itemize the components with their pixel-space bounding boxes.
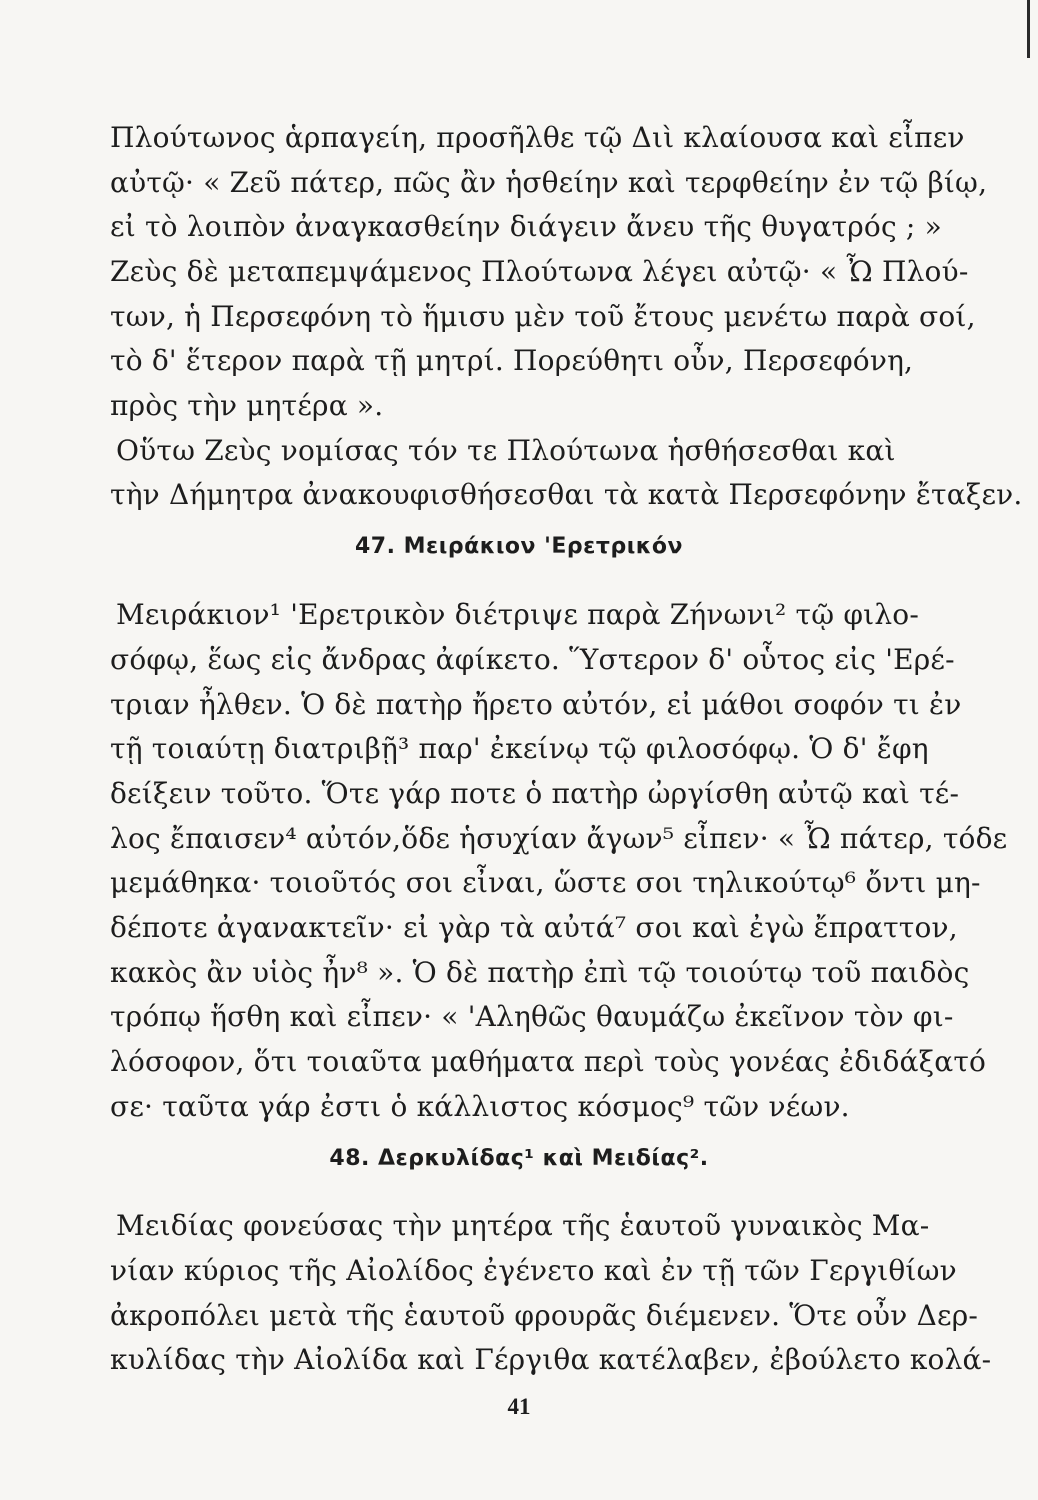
edge-mark	[1027, 0, 1030, 58]
text-line: κυλίδας τὴν Αἰολίδα καὶ Γέργιθα κατέλαβεν, ἐβούλετο κολά-	[110, 1343, 992, 1376]
text-line: σόφῳ, ἕως εἰς ἄνδρας ἀφίκετο. Ὕστερον δ' οὗτος εἰς 'Ερέ-	[110, 643, 955, 676]
text-line: των, ἡ Περσεφόνη τὸ ἥμισυ μὲν τοῦ ἔτους μενέτω παρὰ σοί,	[110, 300, 976, 333]
text-line: τὴν Δήμητρα ἀνακουφισθήσεσθαι τὰ κατὰ Περσεφόνην ἔταξεν.	[110, 478, 1023, 511]
text-line: δείξειν τοῦτο. Ὅτε γάρ ποτε ὁ πατὴρ ὠργίσθη αὐτῷ καὶ τέ-	[110, 777, 960, 810]
text-line: Ζεὺς δὲ μεταπεμψάμενος Πλούτωνα λέγει αὐτῷ· « Ὦ Πλού-	[110, 255, 969, 288]
section-heading-48: 48. Δερκυλίδας¹ καὶ Μειδίας².	[329, 1146, 709, 1171]
text-line: νίαν κύριος τῆς Αἰολίδος ἐγένετο καὶ ἐν τῇ τῶν Γεργιθίων	[110, 1254, 957, 1287]
text-line: λος ἔπαισεν⁴ αὐτόν,ὅδε ἡσυχίαν ἄγων⁵ εἶπεν· « Ὦ πάτερ, τόδε	[110, 822, 1008, 855]
text-line: τῇ τοιαύτῃ διατριβῇ³ παρ' ἐκείνῳ τῷ φιλοσόφῳ. Ὁ δ' ἔφη	[110, 732, 929, 765]
text-line: μεμάθηκα· τοιοῦτός σοι εἶναι, ὥστε σοι τηλικούτῳ⁶ ὄντι μη-	[110, 866, 981, 899]
text-line: ἀκροπόλει μετὰ τῆς ἑαυτοῦ φρουρᾶς διέμενεν. Ὅτε οὖν Δερ-	[110, 1299, 979, 1332]
text-line: πρὸς τὴν μητέρα ».	[110, 389, 384, 422]
page-number: 41	[507, 1394, 531, 1419]
text-line: τριαν ἦλθεν. Ὁ δὲ πατὴρ ἤρετο αὐτόν, εἰ μάθοι σοφόν τι ἐν	[110, 688, 962, 721]
text-line: Μειράκιον¹ 'Ερετρικὸν διέτριψε παρὰ Ζήνωνι² τῷ φιλο-	[116, 598, 920, 631]
text-line: κακὸς ἂν υἱὸς ἦν⁸ ». Ὁ δὲ πατὴρ ἐπὶ τῷ τοιούτῳ τοῦ παιδὸς	[110, 956, 970, 989]
text-line: λόσοφον, ὅτι τοιαῦτα μαθήματα περὶ τοὺς γονέας ἐδιδάξατό	[110, 1045, 987, 1078]
text-line: τρόπῳ ἥσθη καὶ εἶπεν· « 'Αληθῶς θαυμάζω ἐκεῖνον τὸν φι-	[110, 1000, 954, 1033]
text-line: Πλούτωνος ἁρπαγείη, προσῆλθε τῷ Διὶ κλαίουσα καὶ εἶπεν	[110, 121, 965, 154]
text-line: τὸ δ' ἕτερον παρὰ τῇ μητρί. Πορεύθητι οὖν, Περσεφόνη,	[110, 344, 914, 377]
text-line: Μειδίας φονεύσας τὴν μητέρα τῆς ἑαυτοῦ γυναικὸς Μα-	[116, 1209, 930, 1242]
text-line: σε· ταῦτα γάρ ἐστι ὁ κάλλιστος κόσμος⁹ τῶν νέων.	[110, 1090, 850, 1123]
text-line: Οὕτω Ζεὺς νομίσας τόν τε Πλούτωνα ἡσθήσεσθαι καὶ	[116, 434, 896, 467]
section-heading-47: 47. Μειράκιον 'Ερετρικόν	[354, 534, 683, 559]
text-line: δέποτε ἀγανακτεῖν· εἰ γὰρ τὰ αὐτά⁷ σοι καὶ ἐγὼ ἔπραττον,	[110, 911, 958, 944]
text-line: εἰ τὸ λοιπὸν ἀναγκασθείην διάγειν ἄνευ τῆς θυγατρός ; »	[110, 210, 942, 243]
text-line: αὐτῷ· « Ζεῦ πάτερ, πῶς ἂν ἡσθείην καὶ τερφθείην ἐν τῷ βίῳ,	[110, 166, 988, 199]
